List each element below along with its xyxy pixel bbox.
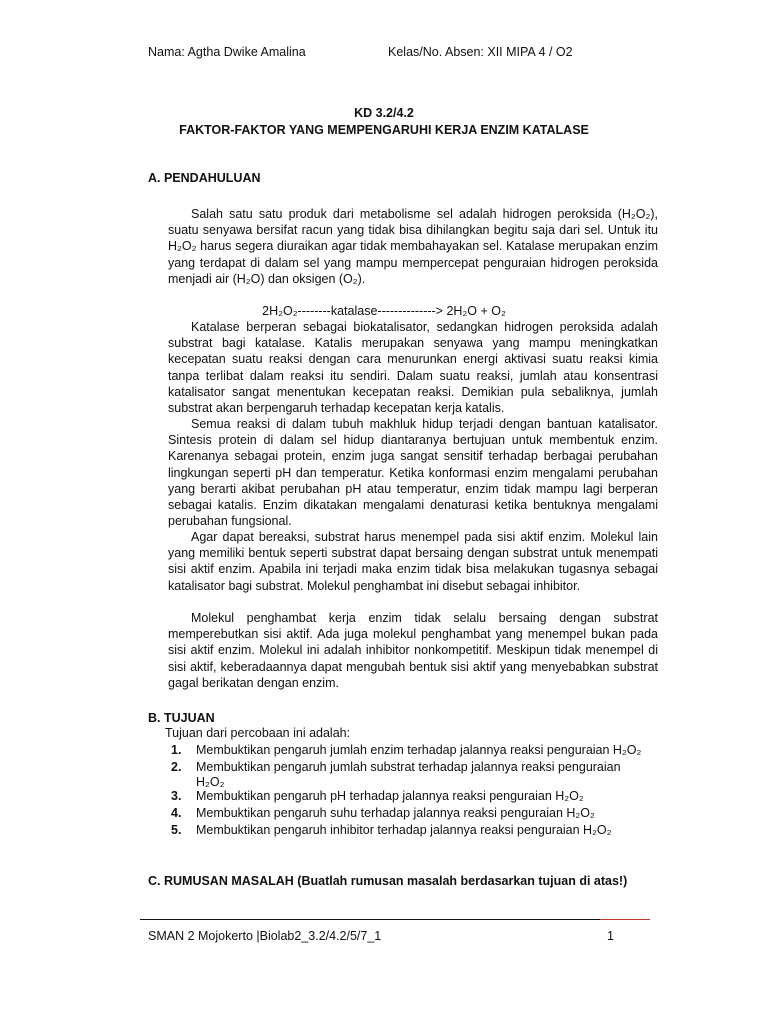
document-code: KD 3.2/4.2 — [354, 106, 414, 120]
footer-divider-accent — [600, 919, 650, 920]
list-item — [168, 759, 658, 788]
list-item-number: 5. — [171, 823, 182, 837]
footer-divider — [140, 919, 600, 920]
paragraph-active-site: Agar dapat bereaksi, substrat harus menempel pada sisi aktif enzim. Molekul lain yang memiliki bentuk seperti substrat dapat bersaing dengan substrat untuk menempati sisi aktif enzim. Apabila ini terjadi maka enzim tidak bisa melakukan tugasnya sebagai katalisator bagi substrat. Molekul penghambat ini disebut sebagai inhibitor. — [168, 530, 658, 593]
list-item-text: Membuktikan pengaruh pH terhadap jalannya reaksi penguraian H₂O₂ — [196, 789, 584, 803]
list-item-text-continued: H₂O₂ — [196, 775, 225, 789]
list-item — [168, 822, 658, 839]
list-item-text: Membuktikan pengaruh jumlah substrat terhadap jalannya reaksi penguraian — [196, 760, 621, 774]
list-item-text: Membuktikan pengaruh inhibitor terhadap jalannya reaksi penguraian H₂O₂ — [196, 823, 612, 837]
list-item-number: 1. — [171, 743, 182, 757]
list-item — [168, 805, 658, 822]
goals-list — [168, 742, 658, 839]
paragraph-enzyme-protein: Semua reaksi di dalam tubuh makhluk hidup terjadi dengan bantuan katalisator. Sintesis protein di dalam sel hidup diantaranya bertujuan untuk membentuk enzim. Karenanya sebagai protein, enzim juga sangat sensitif terhadap berbagai perubahan lingkungan seperti pH dan temperatur. Ketika konformasi enzim mengalami perubahan yang berarti akibat perubahan pH atau temperatur, enzim tidak mampu lagi berperan sebagai katalis. Enzim dikatakan mengalami denaturasi ketika bentuknya mengalami perubahan fungsional. — [168, 417, 658, 529]
list-item-text: Membuktikan pengaruh jumlah enzim terhadap jalannya reaksi penguraian H₂O₂ — [196, 743, 642, 757]
section-c-heading: C. RUMUSAN MASALAH (Buatlah rumusan masalah berdasarkan tujuan di atas!) — [148, 874, 628, 888]
list-item — [168, 788, 658, 805]
list-item-text: Membuktikan pengaruh suhu terhadap jalannya reaksi penguraian H₂O₂ — [196, 806, 595, 820]
list-item-number: 3. — [171, 789, 182, 803]
reaction-equation: 2H₂O₂--------katalase--------------> 2H₂O + O₂ — [262, 304, 506, 318]
list-item-number: 2. — [171, 760, 182, 774]
document-title: FAKTOR-FAKTOR YANG MEMPENGARUHI KERJA ENZIM KATALASE — [179, 123, 589, 137]
class-number: Kelas/No. Absen: XII MIPA 4 / O2 — [388, 45, 573, 59]
footer-label: SMAN 2 Mojokerto |Biolab2_3.2/4.2/5/7_1 — [148, 929, 382, 943]
paragraph-catalase-role: Katalase berperan sebagai biokatalisator, sedangkan hidrogen peroksida adalah substrat bagi katalase. Katalis merupakan senyawa yang mampu meningkatkan kecepatan suatu reaksi dengan cara menurunkan energi aktivasi suatu reaksi kimia tanpa terlibat dalam reaksi itu sendiri. Dalam suatu reaksi, jumlah atau konsentrasi katalisator sangat menentukan kecepatan reaksi. Demikian pula sebaliknya, jumlah substrat akan berpengaruh terhadap kecepatan kerja katalis. — [168, 320, 658, 416]
student-name: Nama: Agtha Dwike Amalina — [148, 45, 306, 59]
section-b-heading: B. TUJUAN — [148, 711, 215, 725]
paragraph-intro: Salah satu satu produk dari metabolisme sel adalah hidrogen peroksida (H₂O₂), suatu senyawa bersifat racun yang tidak bisa dihilangkan begitu saja dari sel. Untuk itu H₂O₂ harus segera diuraikan agar tidak membahayakan sel. Katalase merupakan enzim yang terdapat di dalam sel yang mampu mempercepat penguraian hidrogen peroksida menjadi air (H₂O) dan oksigen (O₂). — [168, 207, 658, 286]
section-a-heading: A. PENDAHULUAN — [148, 171, 261, 185]
list-item — [168, 742, 658, 759]
list-item-number: 4. — [171, 806, 182, 820]
page-number: 1 — [607, 929, 614, 943]
goals-intro: Tujuan dari percobaan ini adalah: — [165, 726, 351, 740]
paragraph-inhibitor: Molekul penghambat kerja enzim tidak selalu bersaing dengan substrat memperebutkan sisi aktif. Ada juga molekul penghambat yang menempel bukan pada sisi aktif enzim. Molekul ini adalah inhibitor nonkompetitif. Meskipun tidak menempel di sisi aktif, keberadaannya dapat mengubah bentuk sisi aktif yang menyebabkan substrat gagal berikatan dengan enzim. — [168, 611, 658, 690]
